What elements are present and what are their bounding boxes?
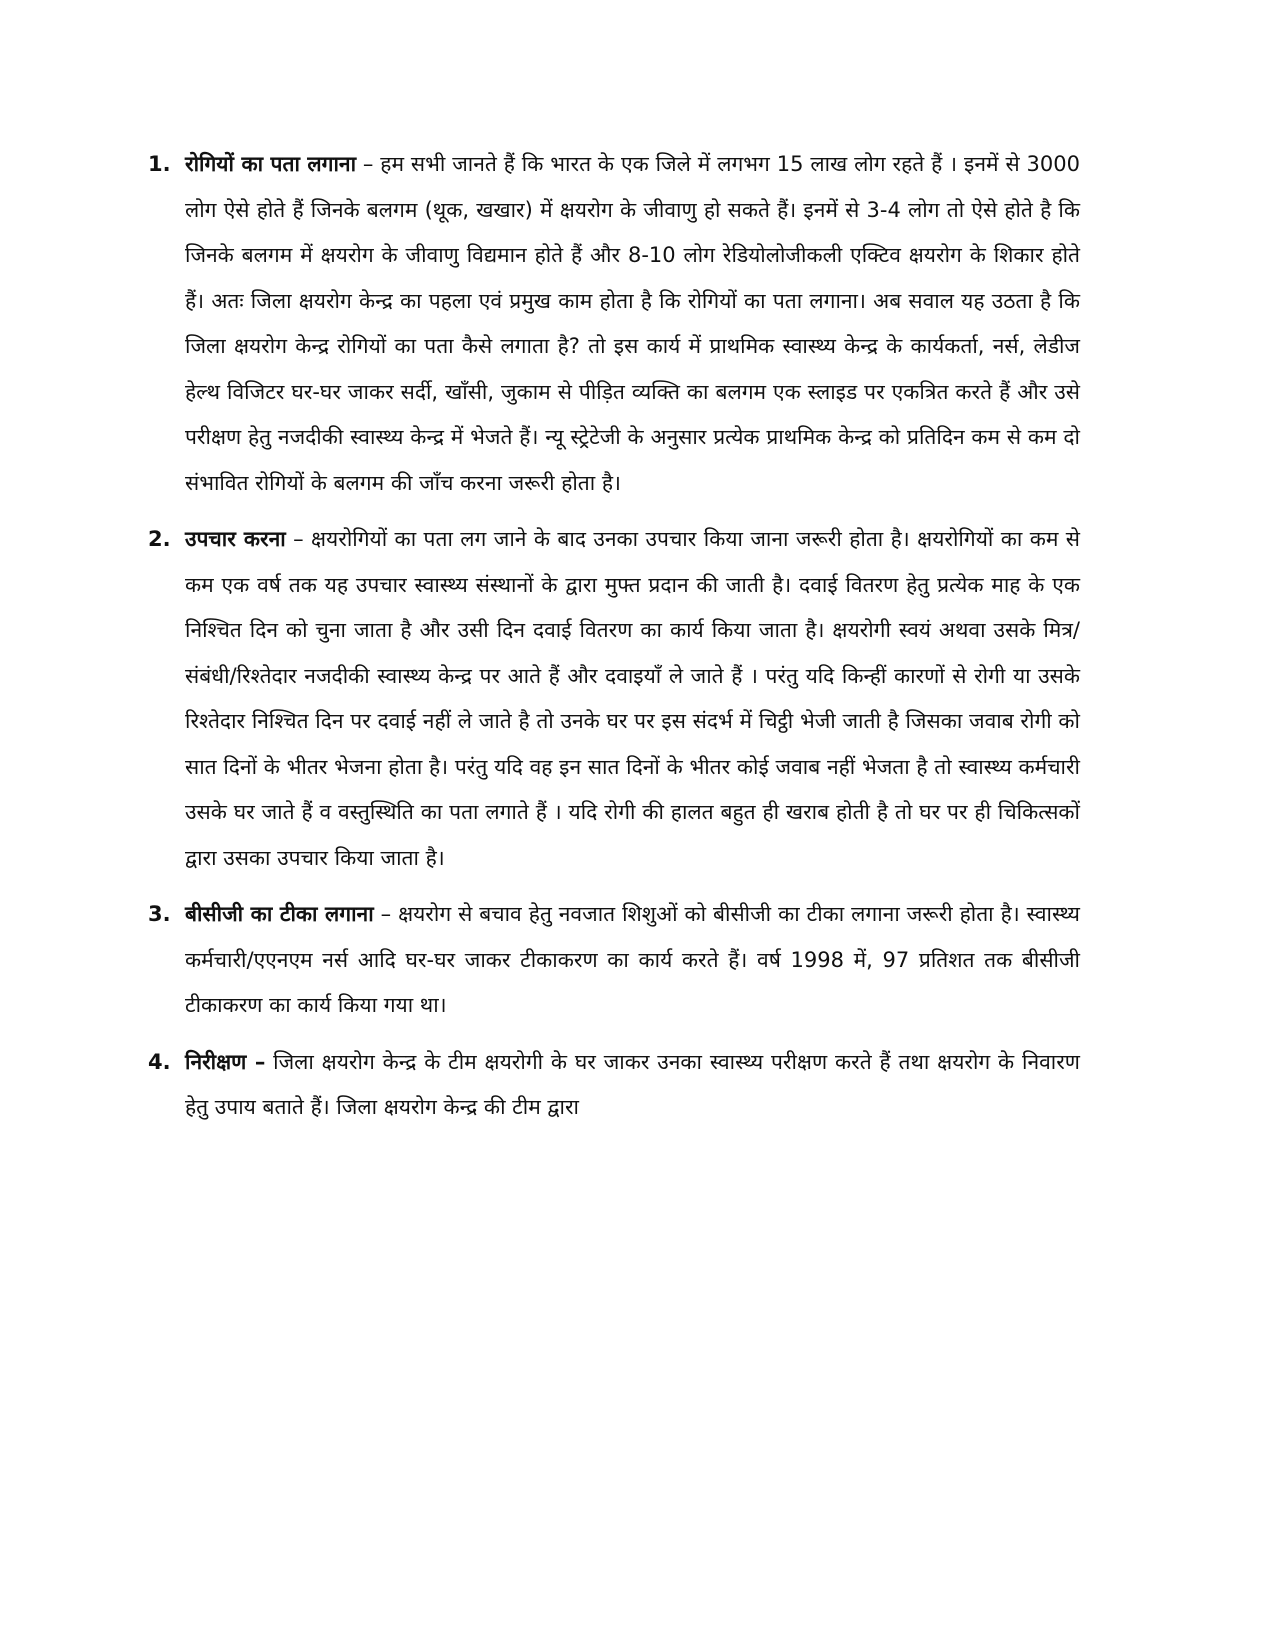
item-number: 4. [148, 1049, 171, 1074]
item-number: 1. [148, 152, 171, 176]
item-heading: रोगियों का पता लगाना [185, 152, 357, 176]
item-text: – हम सभी जानते हैं कि भारत के एक जिले में लगभग 15 लाख लोग रहते हैं । इनमें से 3000 लोग ऐसे होते हैं जिनके बलगम (थूक, खखार) में क्षयरोग के जीवाणु हो सकते हैं। इनमें से 3-4 लोग तो ऐसे होते है कि जिनके बलगम में क्षयरोग के जीवाणु विद्यमान होते हैं और 8-10 लोग रेडियोलोजीकली एक्टिव क्षयरोग के शिकार होते हैं। अतः जिला क्षयरोग केन्द्र का पहला एवं प्रमुख काम होता है कि रोगियों का पता लगाना। अब सवाल यह उठता है कि जिला क्षयरोग केन्द्र रोगियों का पता कैसे लगाता है? तो इस कार्य में प्राथमिक स्वास्थ्य केन्द्र के कार्यकर्ता, नर्स, लेडीज हेल्थ विजिटर घर-घर जाकर सर्दी, खाँसी, जुकाम से पीड़ित व्यक्ति का बलगम एक स्लाइड पर एकत्रित करते हैं और उसे परीक्षण हेतु नजदीकी स्वास्थ्य केन्द्र में भेजते हैं। न्यू स्ट्रेटेजी के अनुसार प्रत्येक प्राथमिक केन्द्र को प्रतिदिन कम से कम दो संभावित रोगियों के बलगम की जाँच करना जरूरी होता है। [185, 152, 1080, 495]
item-number: 2. [148, 527, 171, 551]
list-item-4 [148, 1040, 1080, 1131]
item-heading: उपचार करना [185, 527, 286, 551]
list-item-2 [148, 517, 1080, 881]
item-heading: बीसीजी का टीका लगाना [185, 902, 374, 926]
list-item-1 [148, 142, 1080, 506]
item-text: – क्षयरोगियों का पता लग जाने के बाद उनका उपचार किया जाना जरूरी होता है। क्षयरोगियों का कम से कम एक वर्ष तक यह उपचार स्वास्थ्य संस्थानों के द्वारा मुफ्त प्रदान की जाती है। दवाई वितरण हेतु प्रत्येक माह के एक निश्चित दिन को चुना जाता है और उसी दिन दवाई वितरण का कार्य किया जाता है। क्षयरोगी स्वयं अथवा उसके मित्र/संबंधी/रिश्तेदार नजदीकी स्वास्थ्य केन्द्र पर आते हैं और दवाइयाँ ले जाते हैं । परंतु यदि किन्हीं कारणों से रोगी या उसके रिश्तेदार निश्चित दिन पर दवाई नहीं ले जाते है तो उनके घर पर इस संदर्भ में चिट्ठी भेजी जाती है जिसका जवाब रोगी को सात दिनों के भीतर भेजना होता है। परंतु यदि वह इन सात दिनों के भीतर कोई जवाब नहीं भेजता है तो स्वास्थ्य कर्मचारी उसके घर जाते हैं व वस्तुस्थिति का पता लगाते हैं । यदि रोगी की हालत बहुत ही खराब होती है तो घर पर ही चिकित्सकों द्वारा उसका उपचार किया जाता है। [185, 527, 1080, 870]
list-item-3 [148, 892, 1080, 1029]
numbered-list [148, 142, 1080, 1142]
item-number: 3. [148, 902, 171, 926]
item-text: – क्षयरोग से बचाव हेतु नवजात शिशुओं को बीसीजी का टीका लगाना जरूरी होता है। स्वास्थ्य कर्मचारी/एएनएम नर्स आदि घर-घर जाकर टीकाकरण का कार्य करते हैं। वर्ष 1998 में, 97 प्रतिशत तक बीसीजी टीकाकरण का कार्य किया गया था। [185, 902, 1080, 1017]
item-text: जिला क्षयरोग केन्द्र के टीम क्षयरोगी के घर जाकर उनका स्वास्थ्य परीक्षण करते हैं तथा क्षयरोग के निवारण हेतु उपाय बताते हैं। जिला क्षयरोग केन्द्र की टीम द्वारा [185, 1049, 1080, 1119]
item-heading: निरीक्षण – [185, 1049, 266, 1074]
